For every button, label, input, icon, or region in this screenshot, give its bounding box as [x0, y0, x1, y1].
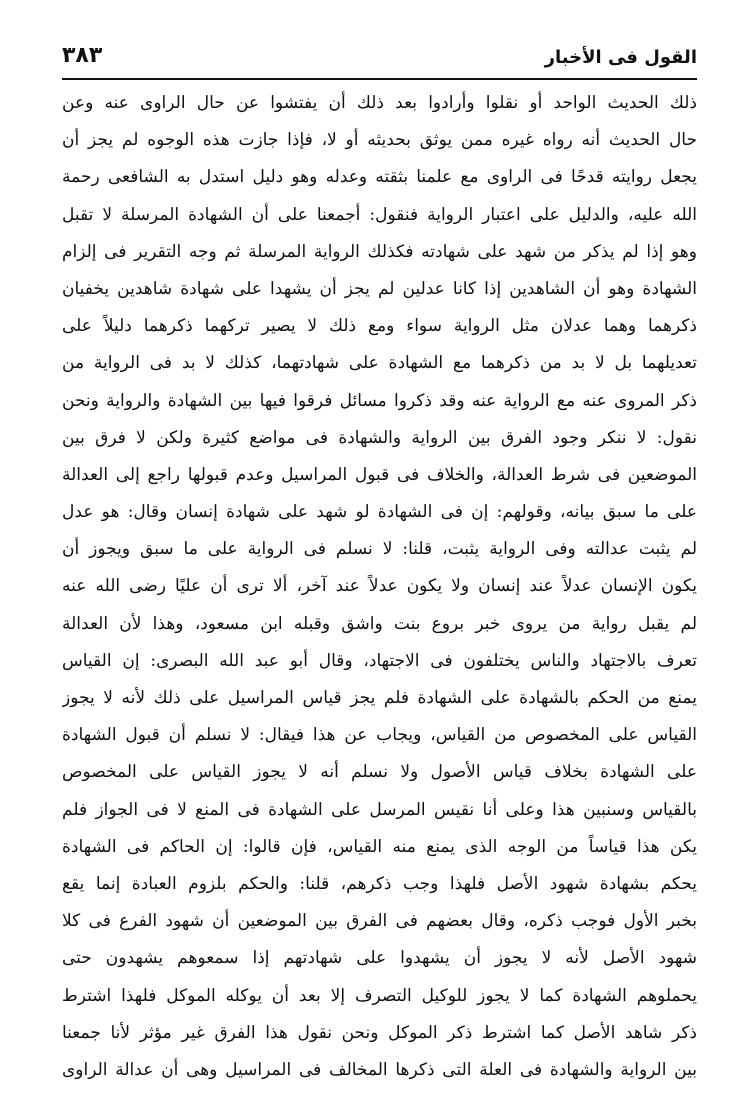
text-line: يكون الإنسان عدلاً عند إنسان ولا يكون عدلاً عند آخر، ألا ترى أن عليًا رضى الله عنه	[62, 576, 697, 597]
text-line: على الشهادة بخلاف قياس الأصول ولا نسلم أنه لا يجوز القياس على المخصوص	[62, 762, 697, 783]
text-line: ذكر شاهد الأصل كما اشترط ذكر الموكل ونحن نقول هذا الفرق غير مؤثر لأنا جمعنا	[62, 1022, 697, 1043]
text-line: شهود الأصل لأنه لا يجوز أن يشهدوا على شهادتهم إذا سمعوهم يشهدون حتى	[62, 948, 697, 969]
text-line: ذكرهما وهما عدلان مثل الرواية سواء ومع ذلك لا يصير تركهما ذكرهما دليلاً على	[62, 316, 697, 337]
text-line: نقول: لا ننكر وجود الفرق بين الرواية والشهادة فى مواضع كثيرة ولكن لا فرق بين	[62, 427, 697, 448]
text-line: تعرف بالاجتهاد والناس يختلفون فى الاجتهاد، وقال أبو عبد الله البصرى: إن القياس	[62, 650, 697, 671]
text-line: يكن هذا قياساً من الوجه الذى يمنع منه القياس، فإن قالوا: إن الحاكم فى الشهادة	[62, 836, 697, 857]
text-line: بين الرواية والشهادة فى العلة التى ذكرها المخالف فى المراسيل وهى أن عدالة الراوى	[62, 1059, 697, 1080]
text-line: لم يثبت عدالته وفى الرواية يثبت، قلنا: لا نسلم فى الرواية على ما سبق ويجوز أن	[62, 539, 697, 560]
text-line: وهو إذا لم يذكر من شهد على شهادته فكذلك الرواية المرسلة ثم وجه التقرير فى إلزام	[62, 241, 697, 262]
text-line: لم يقبل رواية من يروى خبر بروع بنت واشق وقبله ابن مسعود، وهذا لأن العدالة	[62, 613, 697, 634]
text-line: حال الحديث أنه رواه غيره ممن يوثق بحديثه أو لا، فإذا جازت هذه الوجوه لم يجز أن	[62, 130, 697, 151]
text-line: ذكر المروى عنه مع الرواية عنه وقد ذكروا مسائل فرقوا فيها بين الشهادة والرواية ونحن	[62, 390, 697, 411]
text-line: الشهادة وهو أن الشاهدين إذا كانا عدلين لم يجز أن يشهدا على شهادة شاهدين يخفيان	[62, 278, 697, 299]
text-line: يمنع من الحكم بالشهادة على الشهادة فلم يجز قياس المراسيل على ذلك لأنه لا يجوز	[62, 688, 697, 708]
text-line: يحكم بشهادة شهود الأصل فلهذا وجب ذكرهم، قلنا: والحكم بلزوم العبادة إنما يقع	[62, 873, 697, 894]
text-line: تعديلهما بل لا بد من ذكرهما مع الشهادة على شهادتهما، كذلك لا بد فى الرواية من	[62, 353, 697, 374]
text-line: على ما سبق بيانه، وقولهم: إن فى الشهادة لو شهد على شهادة إنسان وقال: هو عدل	[62, 502, 697, 523]
running-title: القول فى الأخبار	[544, 47, 697, 68]
text-line: يحملوهم الشهادة كما لا يجوز للوكيل التصرف إلا بعد أن يوكله الموكل فلهذا اشترط	[62, 985, 697, 1006]
text-line: بخبر الأول فوجب ذكره، وقال بعضهم فى الفرق بين الموضعين أن شهود الفرع فى كلا	[62, 911, 697, 932]
body-text	[62, 85, 697, 1089]
text-line: الله عليه، والدليل على اعتبار الرواية فنقول: أجمعنا على أن الشهادة المرسلة لا تقبل	[62, 204, 697, 225]
text-line: الموضعين فى شرط العدالة، والخلاف فى قبول المراسيل وعدم قبولها راجع إلى العدالة	[62, 464, 697, 485]
page-header	[62, 40, 697, 76]
text-line: ذلك الحديث الواحد أو نقلوا وأرادوا بعد ذلك أن يفتشوا عن حال الراوى عنه وعن	[62, 93, 697, 113]
text-line: يجعل روايته قدحًا فى الراوى مع علمنا بثقته وعدله وهو دليل استدل به الشافعى رحمة	[62, 167, 697, 188]
page-number: ٣٨٣	[62, 43, 103, 68]
text-line: القياس على المخصوص من القياس، ويجاب عن هذا فيقال: لا نسلم أن قبول الشهادة	[62, 725, 697, 746]
header-rule	[62, 78, 697, 80]
text-line: بالقياس وسنبين هذا وعلى أنا نقيس المرسل على الشهادة فى المنع لا فى الجواز فلم	[62, 799, 697, 820]
